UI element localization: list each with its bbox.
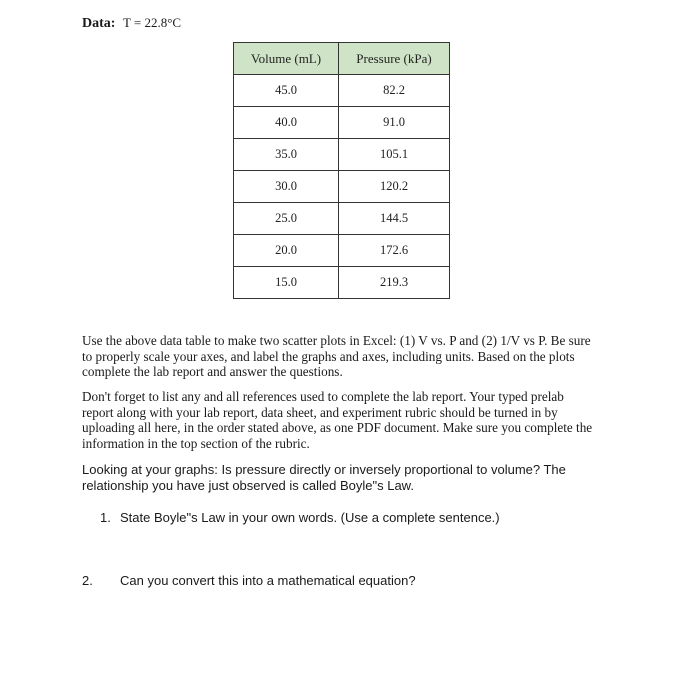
question-intro: Looking at your graphs: Is pressure directly or inversely proportional to volume? The relationship you have just observed is called Boyle"s Law. bbox=[82, 462, 566, 493]
pressure-cell: 219.3 bbox=[339, 267, 450, 299]
instructions-paragraph-scatter-plots: Use the above data table to make two scatter plots in Excel: (1) V vs. P and (2) 1/V vs P. Be sure to properly scale your axes, and label the graphs and axes, including units. Based on the plots complete the lab report and answer the questions. bbox=[82, 333, 591, 379]
data-label: Data: bbox=[82, 16, 116, 31]
volume-pressure-table bbox=[233, 42, 450, 299]
volume-cell: 25.0 bbox=[234, 203, 339, 235]
volume-cell: 15.0 bbox=[234, 267, 339, 299]
table-row bbox=[234, 267, 450, 299]
question-text: Can you convert this into a mathematical equation? bbox=[120, 573, 416, 588]
pressure-cell: 91.0 bbox=[339, 107, 450, 139]
table-row bbox=[234, 107, 450, 139]
table-header-row bbox=[234, 43, 450, 75]
pressure-cell: 120.2 bbox=[339, 171, 450, 203]
question-text: State Boyle"s Law in your own words. (Use a complete sentence.) bbox=[120, 510, 500, 525]
question-number: 2. bbox=[82, 573, 93, 588]
volume-cell: 40.0 bbox=[234, 107, 339, 139]
table-row bbox=[234, 139, 450, 171]
pressure-cell: 144.5 bbox=[339, 203, 450, 235]
volume-cell: 45.0 bbox=[234, 75, 339, 107]
column-header-pressure: Pressure (kPa) bbox=[339, 43, 450, 75]
column-header-volume: Volume (mL) bbox=[234, 43, 339, 75]
question-number: 1. bbox=[100, 510, 111, 525]
volume-cell: 35.0 bbox=[234, 139, 339, 171]
pressure-cell: 82.2 bbox=[339, 75, 450, 107]
table-row bbox=[234, 171, 450, 203]
table-row bbox=[234, 203, 450, 235]
pressure-cell: 105.1 bbox=[339, 139, 450, 171]
question-item-2 bbox=[82, 573, 416, 588]
temperature-value: T = 22.8°C bbox=[122, 15, 182, 30]
instructions-paragraph-references: Don't forget to list any and all references used to complete the lab report. Your typed prelab report along with your lab report, data sheet, and experiment rubric should be turned in by uploading all here, in the order stated above, as one PDF document. Make sure you complete the information in the top section of the rubric. bbox=[82, 389, 593, 451]
pressure-cell: 172.6 bbox=[339, 235, 450, 267]
table-row bbox=[234, 235, 450, 267]
volume-cell: 30.0 bbox=[234, 171, 339, 203]
question-item-1 bbox=[100, 510, 500, 525]
table-row bbox=[234, 75, 450, 107]
data-header bbox=[82, 15, 181, 32]
volume-cell: 20.0 bbox=[234, 235, 339, 267]
